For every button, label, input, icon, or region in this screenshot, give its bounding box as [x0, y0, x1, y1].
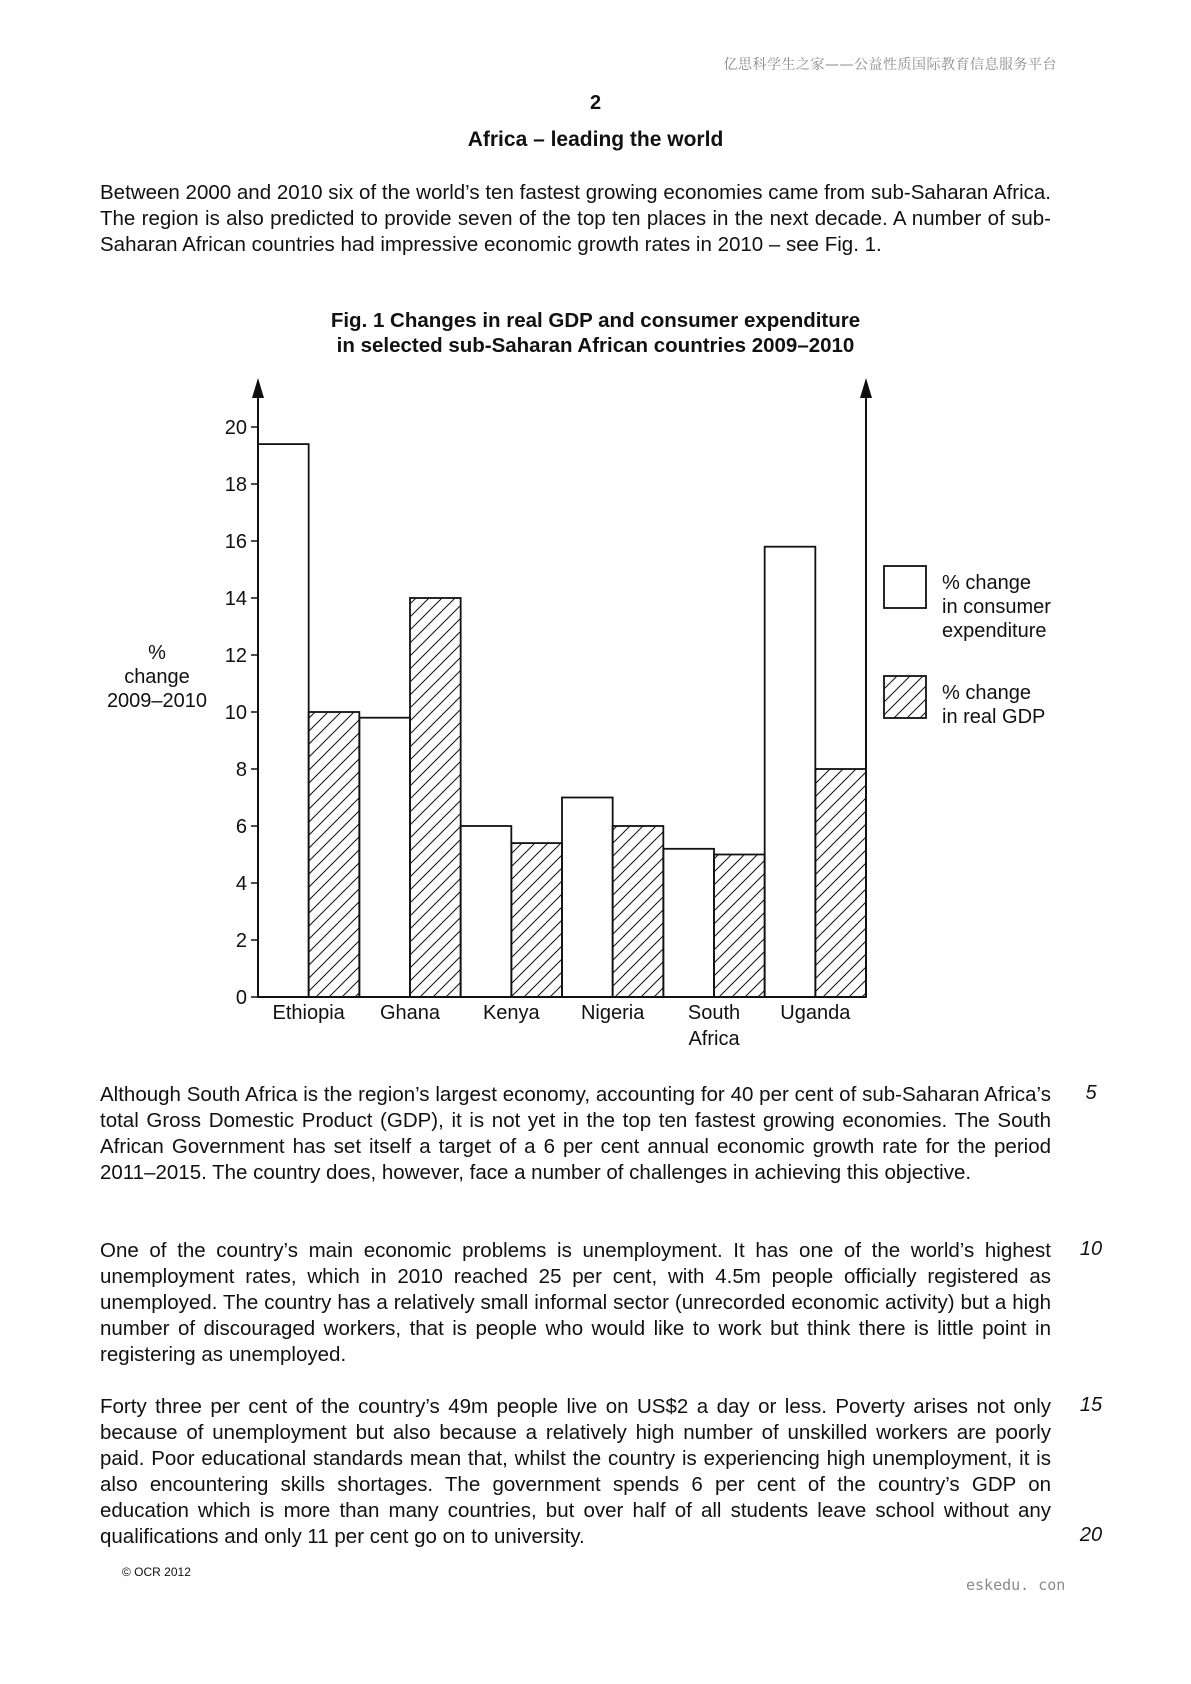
bar-consumer-expenditure-3	[562, 798, 613, 998]
bar-real-gdp-0	[309, 712, 360, 997]
header-watermark-note: 亿思科学生之家——公益性质国际教育信息服务平台	[723, 57, 1057, 73]
y-tick-label-16: 16	[224, 531, 247, 553]
legend-label-0-1: in consumer	[942, 596, 1051, 618]
line-number-10: 10	[1079, 1238, 1103, 1260]
bar-consumer-expenditure-1	[359, 718, 410, 997]
line-number-20: 20	[1079, 1524, 1103, 1546]
line-number-5: 5	[1085, 1082, 1097, 1104]
footer-site-watermark: eskedu. con	[966, 1576, 1066, 1594]
y-tick-label-8: 8	[235, 759, 247, 781]
x-tick-label-3-0: Nigeria	[580, 1002, 645, 1024]
bar-real-gdp-1	[410, 598, 461, 997]
y-tick-label-20: 20	[224, 417, 247, 439]
y-tick-label-6: 6	[235, 816, 247, 838]
copyright-notice: © OCR 2012	[122, 1565, 191, 1579]
x-tick-label-1-0: Ghana	[379, 1002, 441, 1024]
y-tick-label-4: 4	[235, 873, 247, 895]
y-tick-label-18: 18	[224, 474, 247, 496]
bar-consumer-expenditure-4	[663, 849, 714, 997]
figure-title-line-2: in selected sub-Saharan African countries 2009–2010	[336, 334, 855, 357]
x-tick-label-2-0: Kenya	[482, 1002, 540, 1024]
legend-label-0-2: expenditure	[942, 620, 1047, 642]
body-paragraph-2: One of the country’s main economic problems is unemployment. It has one of the world’s highest unemployment rates, which in 2010 reached 25 per cent, with 4.5m people officially registered as unemployed. The country has a relatively small informal sector (unrecorded economic activity) but a high number of discouraged workers, that is people who would like to work but think there is little point in registering as unemployed.	[100, 1239, 1051, 1366]
page-number: 2	[589, 92, 602, 114]
x-tick-label-5-0: Uganda	[780, 1002, 851, 1024]
bar-real-gdp-4	[714, 855, 765, 998]
section-title: Africa – leading the world	[467, 128, 724, 151]
legend-label-1-0: % change	[942, 682, 1031, 704]
bar-consumer-expenditure-5	[765, 547, 816, 997]
legend-label-0-0: % change	[942, 572, 1031, 594]
y-axis-arrow	[252, 378, 264, 398]
y-axis-label-line-1: change	[124, 666, 190, 688]
y-axis-label-line-2: 2009–2010	[106, 690, 208, 712]
body-paragraph-3: Forty three per cent of the country’s 49m people live on US$2 a day or less. Poverty arises not only because of unemployment but also because a relatively high number of unskilled workers are poorly paid. Poor educational standards mean that, whilst the country is experiencing high unemployment, it is also encountering skills shortages. The government spends 6 per cent of the country’s GDP on education which is more than many countries, but over half of all students leave school without any qualifications and only 11 per cent go on to university.	[100, 1395, 1051, 1548]
y-axis-label-line-0: %	[148, 642, 166, 664]
bar-consumer-expenditure-0	[258, 444, 309, 997]
bar-real-gdp-3	[613, 826, 664, 997]
y-tick-label-2: 2	[235, 930, 247, 952]
y-tick-label-12: 12	[224, 645, 247, 667]
figure-title-line-1: Fig. 1 Changes in real GDP and consumer expenditure	[330, 309, 861, 332]
legend-swatch-consumer-expenditure	[884, 566, 926, 608]
intro-paragraph: Between 2000 and 2010 six of the world’s ten fastest growing economies came from sub-Saharan Africa. The region is also predicted to provide seven of the top ten places in the next decade. A number of sub-Saharan African countries had impressive economic growth rates in 2010 – see Fig. 1.	[100, 181, 1051, 256]
y-tick-label-14: 14	[224, 588, 247, 610]
legend-swatch-real-gdp	[884, 676, 926, 718]
legend-label-1-1: in real GDP	[942, 706, 1046, 728]
body-paragraph-1: Although South Africa is the region’s largest economy, accounting for 40 per cent of sub-Saharan Africa’s total Gross Domestic Product (GDP), it is not yet in the top ten fastest growing economies. The South African Government has set itself a target of a 6 per cent annual economic growth rate for the period 2011–2015. The country does, however, face a number of challenges in achieving this objective.	[100, 1083, 1051, 1184]
bar-real-gdp-2	[511, 843, 562, 997]
right-axis-arrow	[860, 378, 872, 398]
y-tick-label-10: 10	[224, 702, 247, 724]
y-tick-label-0: 0	[235, 987, 247, 1009]
x-tick-label-0-0: Ethiopia	[272, 1002, 345, 1024]
bar-real-gdp-5	[815, 769, 866, 997]
x-tick-label-4-1: Africa	[688, 1028, 740, 1050]
line-number-15: 15	[1079, 1394, 1103, 1416]
bar-consumer-expenditure-2	[461, 826, 512, 997]
x-tick-label-4-0: South	[687, 1002, 741, 1024]
